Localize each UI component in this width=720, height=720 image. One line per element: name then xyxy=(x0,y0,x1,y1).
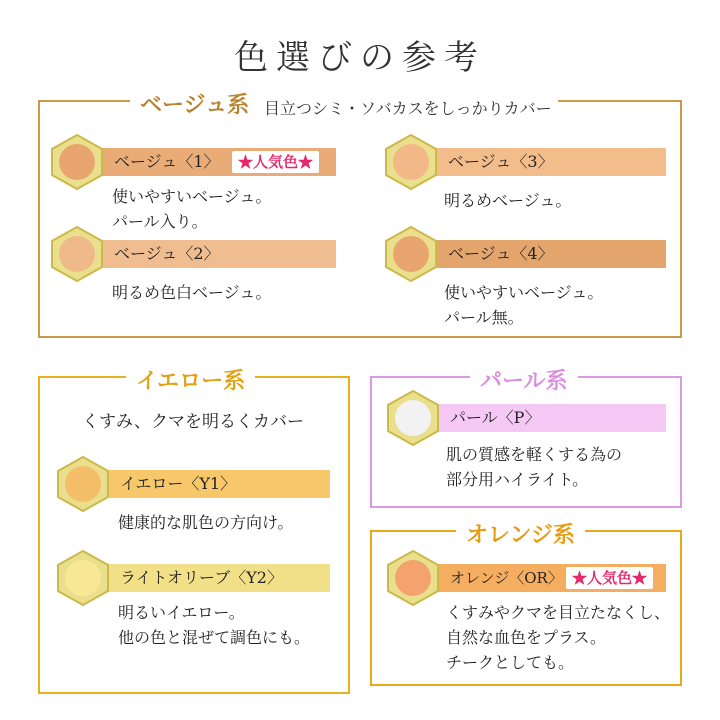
beige-3-label: ベージュ〈3〉 xyxy=(448,152,554,171)
pearl-label: パール〈P〉 xyxy=(450,408,541,427)
yellow-subheading: くすみ、クマを明るくカバー xyxy=(82,412,305,432)
yellow-2-bar[interactable] xyxy=(80,564,330,592)
pearl-heading: パール系 xyxy=(470,364,578,395)
beige-2-swatch-icon[interactable] xyxy=(50,226,104,282)
beige-1-swatch-icon[interactable] xyxy=(50,134,104,190)
yellow-1-label: イエロー〈Y1〉 xyxy=(120,474,237,493)
yellow-1-description: 健康的な肌色の方向け。 xyxy=(118,513,294,532)
yellow-2-swatch-icon[interactable] xyxy=(56,550,110,606)
yellow-2-label: ライトオリーブ〈Y2〉 xyxy=(120,568,283,587)
pearl-bar[interactable] xyxy=(410,404,666,432)
beige-2-bar[interactable] xyxy=(74,240,336,268)
beige-4-description: 使いやすいベージュ。 パール無。 xyxy=(444,283,604,327)
pearl-swatch-icon[interactable] xyxy=(386,390,440,446)
orange-label: オレンジ〈OR〉 xyxy=(450,569,563,587)
beige-heading: ベージュ系 xyxy=(130,88,259,119)
yellow-1-bar[interactable] xyxy=(80,470,330,498)
beige-4-bar[interactable] xyxy=(408,240,666,268)
page-title: 色選びの参考 xyxy=(234,38,486,78)
beige-1-label: ベージュ〈1〉 xyxy=(114,152,220,171)
beige-4-label: ベージュ〈4〉 xyxy=(448,244,554,263)
popular-badge: ★人気色★ xyxy=(566,567,653,589)
beige-3-description: 明るめベージュ。 xyxy=(444,191,572,210)
beige-1-description: 使いやすいベージュ。 パール入り。 xyxy=(112,187,272,231)
beige-3-bar[interactable] xyxy=(408,148,666,176)
orange-heading: オレンジ系 xyxy=(456,518,585,549)
beige-2-label: ベージュ〈2〉 xyxy=(114,244,220,263)
pearl-description: 肌の質感を軽くする為の 部分用ハイライト。 xyxy=(446,445,623,489)
beige-subheading: 目立つシミ・ソバカスをしっかりカバー xyxy=(258,96,558,119)
yellow-1-swatch-icon[interactable] xyxy=(56,456,110,512)
yellow-heading: イエロー系 xyxy=(126,364,255,395)
beige-3-swatch-icon[interactable] xyxy=(384,134,438,190)
orange-description: くすみやクマを目立たなくし、 自然な血色をプラス。 チークとしても。 xyxy=(446,603,671,672)
popular-badge: ★人気色★ xyxy=(232,151,319,173)
yellow-2-description: 明るいイエロー。 他の色と混ぜて調色にも。 xyxy=(118,603,311,647)
orange-swatch-icon[interactable] xyxy=(386,550,440,606)
beige-4-swatch-icon[interactable] xyxy=(384,226,438,282)
beige-2-description: 明るめ色白ベージュ。 xyxy=(112,283,272,302)
